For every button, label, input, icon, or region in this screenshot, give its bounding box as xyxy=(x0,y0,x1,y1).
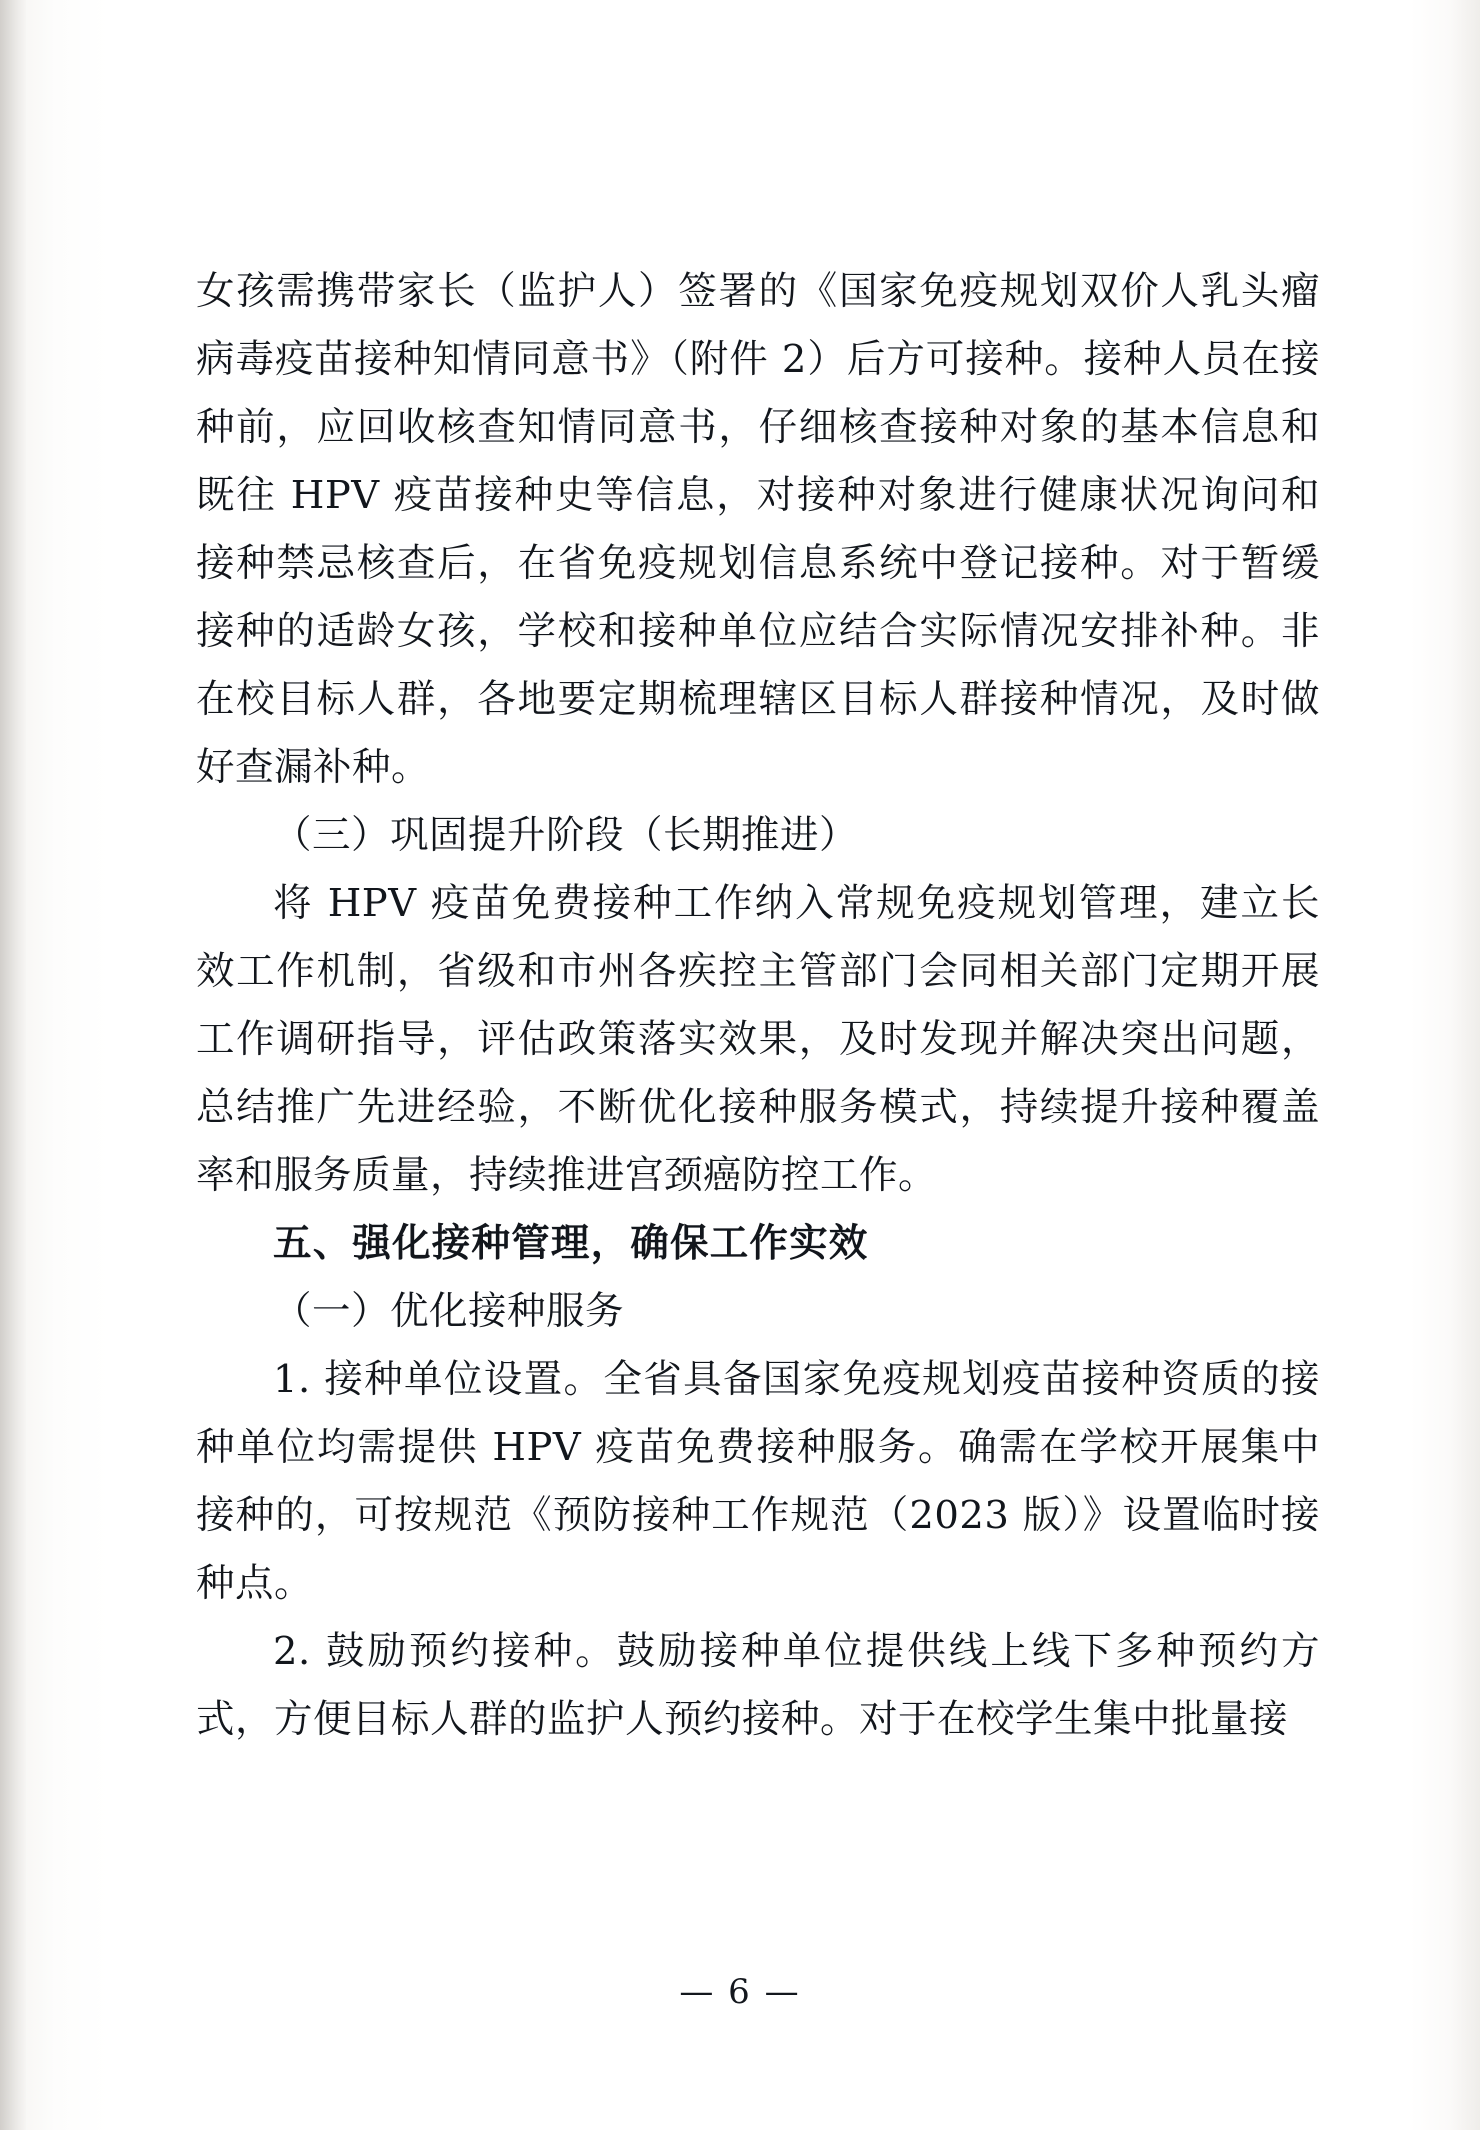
paragraph-continuation: 女孩需携带家长（监护人）签署的《国家免疫规划双价人乳头瘤病毒疫苗接种知情同意书》（附件 2）后方可接种。接种人员在接种前，应回收核查知情同意书，仔细核查接种对象的基本信息和既往 HPV 疫苗接种史等信息，对接种对象进行健康状况询问和接种禁忌核查后，在省免疫规划信息系统中登记接种。对于暂缓接种的适龄女孩，学校和接种单位应结合实际情况安排补种。非在校目标人群，各地要定期梳理辖区目标人群接种情况，及时做好查漏补种。 xyxy=(196,269,1320,790)
scan-edge-shadow xyxy=(0,0,26,2130)
page-footer xyxy=(0,1972,1480,2012)
paragraph-subsection-1-title: （一）优化接种服务 xyxy=(273,1289,625,1334)
paragraph-section-3-title: （三）巩固提升阶段（长期推进） xyxy=(273,813,859,858)
paragraph-item-1: 1. 接种单位设置。全省具备国家免疫规划疫苗接种资质的接种单位均需提供 HPV 疫苗免费接种服务。确需在学校开展集中接种的，可按规范《预防接种工作规范（2023 版）》设置临时接种点。 xyxy=(196,1357,1320,1606)
page-number: — 6 — xyxy=(679,1972,801,2012)
paragraph-section-3-body: 将 HPV 疫苗免费接种工作纳入常规免疫规划管理，建立长效工作机制，省级和市州各疾控主管部门会同相关部门定期开展工作调研指导，评估政策落实效果，及时发现并解决突出问题，总结推广先进经验，不断优化接种服务模式，持续提升接种覆盖率和服务质量，持续推进宫颈癌防控工作。 xyxy=(196,881,1320,1198)
document-body xyxy=(196,258,1320,1754)
paragraph-item-2: 2. 鼓励预约接种。鼓励接种单位提供线上线下多种预约方式，方便目标人群的监护人预约接种。对于在校学生集中批量接 xyxy=(196,1629,1320,1742)
heading-section-five: 五、强化接种管理，确保工作实效 xyxy=(273,1221,869,1266)
margin-tick-mark xyxy=(1441,700,1444,810)
